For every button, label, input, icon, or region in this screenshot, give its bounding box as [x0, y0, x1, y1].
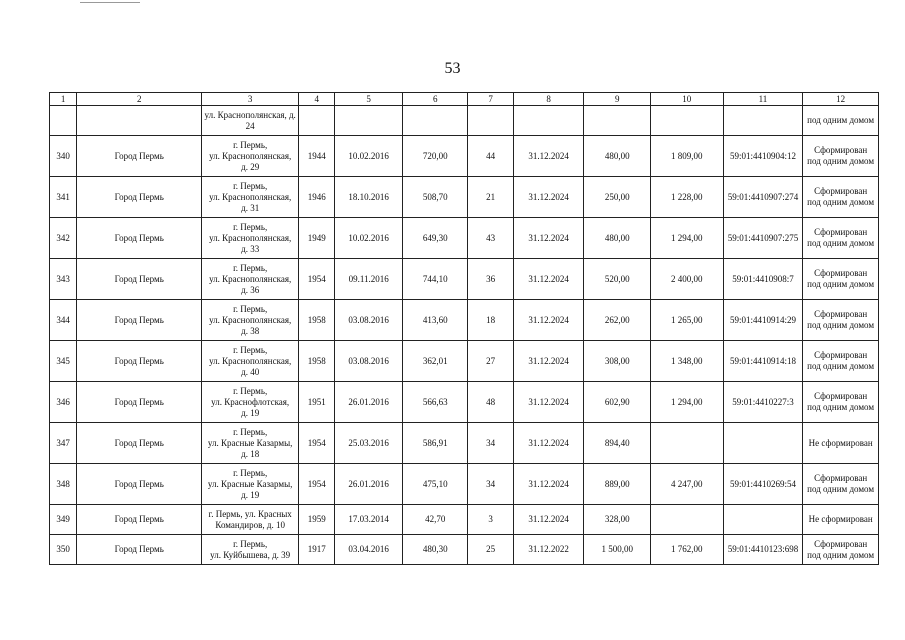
- address-cell: [202, 382, 299, 423]
- address-line: г. Пермь,: [233, 262, 268, 273]
- row-number-cell: 346: [50, 382, 77, 423]
- row-number-cell: 340: [50, 136, 77, 177]
- deadline-cell: 31.12.2024: [513, 136, 584, 177]
- address-line: г. Пермь,: [233, 538, 268, 549]
- column-10-cell: 4 247,00: [651, 464, 724, 505]
- registry-table: [49, 92, 879, 565]
- column-9-cell: 1 500,00: [584, 535, 651, 565]
- page-number: 53: [444, 60, 461, 77]
- column-header: 5: [335, 93, 403, 106]
- column-header: 7: [468, 93, 513, 106]
- address-line: г. Пермь,: [233, 221, 268, 232]
- column-9-cell: 308,00: [584, 341, 651, 382]
- year-cell: 1917: [299, 535, 335, 565]
- status-cell: [803, 300, 879, 341]
- address-line: д. 36: [241, 284, 260, 295]
- address-line: г. Пермь, ул. Красных: [208, 508, 292, 519]
- area-cell: 42,70: [402, 505, 468, 535]
- address-line: г. Пермь,: [233, 344, 268, 355]
- status-line: под одним домом: [807, 238, 875, 248]
- row-number-cell: 349: [50, 505, 77, 535]
- scan-edge-line: [80, 2, 140, 3]
- table-row: [50, 218, 879, 259]
- column-header: 6: [402, 93, 468, 106]
- deadline-cell: 31.12.2024: [513, 341, 584, 382]
- municipality-cell: Город Пермь: [77, 300, 202, 341]
- column-header: 8: [513, 93, 584, 106]
- table-row: [50, 341, 879, 382]
- address-line: ул. Краснополянская,: [209, 273, 292, 284]
- status-cell: [803, 535, 879, 565]
- status-cell: [803, 382, 879, 423]
- status-line: Сформирован: [814, 186, 868, 196]
- cadastre-number-cell: 59:01:4410914:18: [723, 341, 803, 382]
- municipality-cell: Город Пермь: [77, 259, 202, 300]
- deadline-cell: 31.12.2024: [513, 177, 584, 218]
- year-cell: 1951: [299, 382, 335, 423]
- date-cell: 03.08.2016: [335, 341, 403, 382]
- status-line: Сформирован: [814, 391, 868, 401]
- status-line: под одним домом: [807, 361, 875, 371]
- address-line: д. 29: [241, 161, 260, 172]
- area-cell: 480,30: [402, 535, 468, 565]
- status-line: под одним домом: [807, 484, 875, 494]
- row-number-cell: 344: [50, 300, 77, 341]
- date-cell: 18.10.2016: [335, 177, 403, 218]
- status-line: Не сформирован: [808, 437, 873, 448]
- year-cell: 1949: [299, 218, 335, 259]
- address-line: ул. Красные Казармы,: [207, 437, 293, 448]
- residents-cell: 44: [468, 136, 513, 177]
- date-cell: 10.02.2016: [335, 136, 403, 177]
- year-cell: 1958: [299, 341, 335, 382]
- status-cell: [803, 464, 879, 505]
- column-9-cell: 602,90: [584, 382, 651, 423]
- row-number-cell: 343: [50, 259, 77, 300]
- cadastre-number-cell: 59:01:4410123:698: [723, 535, 803, 565]
- cadastre-number-cell: 59:01:4410907:275: [723, 218, 803, 259]
- area-cell: 508,70: [402, 177, 468, 218]
- cadastre-number-cell: 59:01:4410269:54: [723, 464, 803, 505]
- status-line: Сформирован: [814, 350, 868, 360]
- column-10-cell: 1 265,00: [651, 300, 724, 341]
- column-9-cell: 894,40: [584, 423, 651, 464]
- row-number-cell: 347: [50, 423, 77, 464]
- table-row: [50, 300, 879, 341]
- status-cell: [803, 505, 879, 535]
- column-header: 9: [584, 93, 651, 106]
- table-row: [50, 535, 879, 565]
- column-9-cell: 328,00: [584, 505, 651, 535]
- deadline-cell: 31.12.2024: [513, 382, 584, 423]
- residents-cell: 25: [468, 535, 513, 565]
- row-number-cell: 350: [50, 535, 77, 565]
- deadline-cell: 31.12.2024: [513, 423, 584, 464]
- status-cell: [803, 341, 879, 382]
- municipality-cell: Город Пермь: [77, 177, 202, 218]
- deadline-cell: 31.12.2022: [513, 535, 584, 565]
- cadastre-number-cell: 59:01:4410904:12: [723, 136, 803, 177]
- address-cell: [202, 464, 299, 505]
- residents-cell: 21: [468, 177, 513, 218]
- address-line: ул. Краснополянская,: [209, 355, 292, 366]
- address-line: ул. Краснополянская,: [209, 191, 292, 202]
- area-cell: 475,10: [402, 464, 468, 505]
- address-line: г. Пермь,: [233, 385, 268, 396]
- cadastre-number-cell: 59:01:4410227:3: [723, 382, 803, 423]
- row-number-cell: 342: [50, 218, 77, 259]
- date-cell: 09.11.2016: [335, 259, 403, 300]
- municipality-cell: Город Пермь: [77, 505, 202, 535]
- address-line: д. 33: [241, 243, 260, 254]
- status-line: под одним домом: [807, 279, 875, 289]
- address-line: ул. Куйбышева, д. 39: [210, 549, 291, 560]
- date-cell: 17.03.2014: [335, 505, 403, 535]
- status-line: под одним домом: [807, 549, 875, 560]
- column-10-cell: [651, 423, 724, 464]
- status-line: Сформирован: [814, 268, 868, 278]
- table-row: [50, 423, 879, 464]
- address-cell: [202, 218, 299, 259]
- address-cell: [202, 300, 299, 341]
- year-cell: 1954: [299, 464, 335, 505]
- municipality-cell: Город Пермь: [77, 136, 202, 177]
- deadline-cell: 31.12.2024: [513, 300, 584, 341]
- address-line: д. 38: [241, 325, 260, 336]
- cadastre-number-cell: [723, 505, 803, 535]
- municipality-cell: Город Пермь: [77, 341, 202, 382]
- address-line: д. 19: [241, 407, 260, 418]
- table-row: [50, 382, 879, 423]
- address-line: г. Пермь,: [233, 467, 268, 478]
- address-line: д. 18: [241, 448, 260, 459]
- address-line: ул. Краснополянская,: [209, 314, 292, 325]
- address-cell: [202, 177, 299, 218]
- status-cell: под одним домом: [803, 106, 879, 136]
- table-row: [50, 136, 879, 177]
- year-cell: 1954: [299, 423, 335, 464]
- deadline-cell: 31.12.2024: [513, 218, 584, 259]
- table-row: [50, 505, 879, 535]
- address-line: д. 19: [241, 489, 260, 500]
- address-cell: [202, 341, 299, 382]
- row-number-cell: 348: [50, 464, 77, 505]
- deadline-cell: 31.12.2024: [513, 505, 584, 535]
- residents-cell: 3: [468, 505, 513, 535]
- column-header: 12: [803, 93, 879, 106]
- status-line: Сформирован: [814, 309, 868, 319]
- cadastre-number-cell: 59:01:4410908:7: [723, 259, 803, 300]
- column-9-cell: 889,00: [584, 464, 651, 505]
- status-line: под одним домом: [807, 402, 875, 412]
- residents-cell: 36: [468, 259, 513, 300]
- address-cell: ул. Краснополянская, д. 24: [202, 106, 299, 136]
- column-10-cell: 1 348,00: [651, 341, 724, 382]
- date-cell: 26.01.2016: [335, 382, 403, 423]
- column-10-cell: 1 294,00: [651, 218, 724, 259]
- column-header: 10: [651, 93, 724, 106]
- column-9-cell: 262,00: [584, 300, 651, 341]
- year-cell: 1959: [299, 505, 335, 535]
- year-cell: 1958: [299, 300, 335, 341]
- residents-cell: 27: [468, 341, 513, 382]
- table-row: [50, 177, 879, 218]
- status-line: Сформирован: [814, 538, 868, 549]
- status-cell: [803, 218, 879, 259]
- municipality-cell: Город Пермь: [77, 382, 202, 423]
- status-cell: [803, 136, 879, 177]
- status-cell: [803, 259, 879, 300]
- year-cell: 1946: [299, 177, 335, 218]
- column-10-cell: 1 762,00: [651, 535, 724, 565]
- header-row: [50, 93, 879, 106]
- area-cell: 744,10: [402, 259, 468, 300]
- municipality-cell: Город Пермь: [77, 464, 202, 505]
- address-line: д. 31: [241, 202, 260, 213]
- residents-cell: 43: [468, 218, 513, 259]
- status-line: под одним домом: [807, 320, 875, 330]
- area-cell: 586,91: [402, 423, 468, 464]
- address-cell: [202, 505, 299, 535]
- row-number-cell: 341: [50, 177, 77, 218]
- area-cell: 413,60: [402, 300, 468, 341]
- date-cell: 10.02.2016: [335, 218, 403, 259]
- area-cell: 566,63: [402, 382, 468, 423]
- municipality-cell: Город Пермь: [77, 535, 202, 565]
- column-9-cell: 480,00: [584, 218, 651, 259]
- residents-cell: 34: [468, 423, 513, 464]
- date-cell: 03.04.2016: [335, 535, 403, 565]
- column-10-cell: [651, 505, 724, 535]
- area-cell: 362,01: [402, 341, 468, 382]
- address-line: ул. Краснополянская,: [209, 150, 292, 161]
- date-cell: 26.01.2016: [335, 464, 403, 505]
- municipality-cell: Город Пермь: [77, 218, 202, 259]
- year-cell: 1944: [299, 136, 335, 177]
- cadastre-number-cell: 59:01:4410907:274: [723, 177, 803, 218]
- column-10-cell: 1 294,00: [651, 382, 724, 423]
- residents-cell: 34: [468, 464, 513, 505]
- address-line: г. Пермь,: [233, 139, 268, 150]
- column-10-cell: 2 400,00: [651, 259, 724, 300]
- column-header: 1: [50, 93, 77, 106]
- table-row: [50, 464, 879, 505]
- status-line: под одним домом: [807, 197, 875, 207]
- address-line: ул. Красные Казармы,: [207, 478, 293, 489]
- status-line: Сформирован: [814, 227, 868, 237]
- residents-cell: 48: [468, 382, 513, 423]
- address-line: г. Пермь,: [233, 180, 268, 191]
- cadastre-number-cell: 59:01:4410914:29: [723, 300, 803, 341]
- area-cell: 649,30: [402, 218, 468, 259]
- column-9-cell: 480,00: [584, 136, 651, 177]
- status-line: Сформирован: [814, 145, 868, 155]
- status-cell: [803, 177, 879, 218]
- residents-cell: 18: [468, 300, 513, 341]
- address-line: ул. Краснополянская,: [209, 232, 292, 243]
- column-9-cell: 250,00: [584, 177, 651, 218]
- column-header: 11: [723, 93, 803, 106]
- address-line: д. 40: [241, 366, 260, 377]
- column-10-cell: 1 228,00: [651, 177, 724, 218]
- address-cell: [202, 259, 299, 300]
- address-line: г. Пермь,: [233, 426, 268, 437]
- status-line: Сформирован: [814, 473, 868, 483]
- address-line: Командиров, д. 10: [215, 519, 285, 530]
- deadline-cell: 31.12.2024: [513, 464, 584, 505]
- address-line: г. Пермь,: [233, 303, 268, 314]
- address-cell: [202, 423, 299, 464]
- year-cell: 1954: [299, 259, 335, 300]
- status-line: под одним домом: [807, 156, 875, 166]
- row-number-cell: 345: [50, 341, 77, 382]
- municipality-cell: Город Пермь: [77, 423, 202, 464]
- column-header: 3: [202, 93, 299, 106]
- column-header: 4: [299, 93, 335, 106]
- cadastre-number-cell: [723, 423, 803, 464]
- column-header: 2: [77, 93, 202, 106]
- area-cell: 720,00: [402, 136, 468, 177]
- status-cell: [803, 423, 879, 464]
- column-9-cell: 520,00: [584, 259, 651, 300]
- date-cell: 03.08.2016: [335, 300, 403, 341]
- address-line: ул. Краснофлотская,: [211, 396, 290, 407]
- status-line: Не сформирован: [808, 514, 873, 524]
- deadline-cell: 31.12.2024: [513, 259, 584, 300]
- table-row: [50, 259, 879, 300]
- date-cell: 25.03.2016: [335, 423, 403, 464]
- address-cell: [202, 136, 299, 177]
- address-cell: [202, 535, 299, 565]
- column-10-cell: 1 809,00: [651, 136, 724, 177]
- table-row-continuation: [50, 106, 879, 136]
